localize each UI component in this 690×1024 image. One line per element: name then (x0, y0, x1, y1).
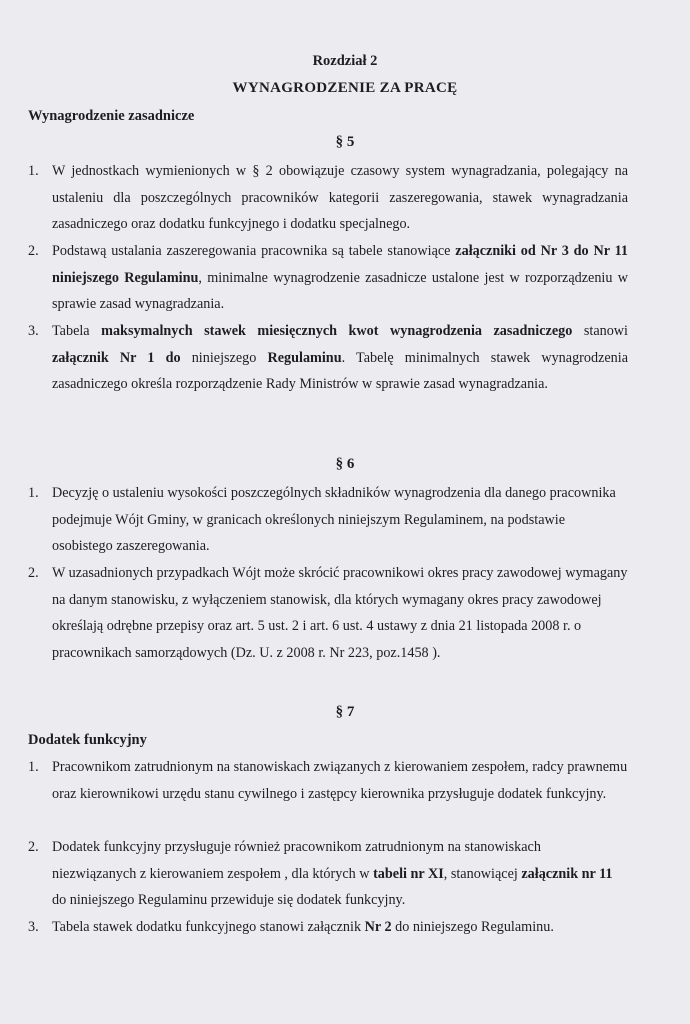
bold-run: tabeli nr XI (373, 865, 444, 882)
text-run: Dodatek funkcyjny przysługuje również pracownikom zatrudnionym na stanowiskach niezwiązanych z kierowaniem zespołem , dla których w (52, 839, 541, 882)
item-text: W jednostkach wymienionych w § 2 obowiązuje czasowy system wynagradzania, polegający na ustaleniu dla poszczególnych pracowników kategorii zaszeregowania, stawek wynagradzania zasadniczego oraz dodatku funkcyjnego i dodatku specjalnego. (52, 163, 628, 232)
text-run: do niniejszego Regulaminu. (391, 919, 554, 935)
bold-run: Regulaminu (267, 349, 342, 366)
item-text: Decyzję o ustaleniu wysokości poszczególnych składników wynagrodzenia dla danego pracownika podejmuje Wójt Gminy, w granicach określonych niniejszym Regulaminem, na podstawie osobistego zaszeregowania. (52, 485, 616, 554)
chapter-number: Rozdział 2 (312, 53, 378, 69)
text-run: Podstawą ustalania zaszeregowania pracownika są tabele stanowiące (52, 243, 456, 259)
text-run: Tabela (52, 323, 102, 339)
item-text (52, 238, 628, 318)
item-text: Pracownikom zatrudnionym na stanowiskach związanych z kierowaniem zespołem, radcy prawnemu oraz kierownikowi urzędu stanu cywilnego i zastępcy kierownika przysługuje dodatek funkcyjny. (52, 759, 628, 802)
chapter-title: WYNAGRODZENIE ZA PRACĘ (232, 80, 458, 96)
par5-item-1 (28, 158, 628, 238)
text-run: . Tabelę minimalnych stawek wynagrodzenia zasadniczego określa rozporządzenie Rady Ministrów w sprawie zasad wynagradzania. (52, 349, 629, 392)
par5-item-2 (28, 238, 628, 318)
item-number: 1. (28, 759, 39, 775)
text-run: Tabela stawek dodatku funkcyjnego stanowi załącznik (52, 919, 365, 935)
paragraph-5-heading: § 5 (335, 134, 355, 150)
subheading-base-salary: Wynagrodzenie zasadnicze (28, 108, 195, 124)
par6-item-1 (28, 480, 628, 560)
subheading-function-allowance: Dodatek funkcyjny (28, 732, 147, 748)
item-number: 3. (28, 919, 39, 935)
par6-item-2 (28, 560, 628, 666)
par7-item-2 (28, 834, 628, 914)
par5-item-3 (28, 318, 628, 398)
item-number: 1. (28, 163, 39, 179)
bold-run: maksymalnych stawek miesięcznych kwot wynagrodzenia zasadniczego (101, 323, 573, 339)
item-text (52, 318, 628, 398)
text-run: , minimalne wynagrodzenie zasadnicze ustalone jest w rozporządzeniu w sprawie zasad wynagradzania. (52, 269, 628, 312)
bold-run: załącznik nr 11 (521, 865, 613, 882)
bold-run: załącznik Nr 1 do (52, 349, 181, 366)
item-text (52, 914, 628, 941)
bold-run: załączniki od Nr 3 do Nr 11 niniejszego Regulaminu (52, 243, 628, 286)
paragraph-7-heading: § 7 (335, 704, 355, 720)
text-run: niniejszego (180, 349, 268, 366)
text-run: , stanowiącej (443, 865, 522, 882)
item-number: 3. (28, 323, 39, 339)
item-text: W uzasadnionych przypadkach Wójt może skrócić pracownikowi okres pracy zawodowej wymagany na danym stanowisku, z wyłączeniem stanowisk, dla których wymagany okres pracy zawodowej określają odrębne przepisy oraz art. 5 ust. 2 i art. 6 ust. 4 ustawy z dnia 21 listopada 2008 r. o pracownikach samorządowych (Dz. U. z 2008 r. Nr 223, poz.1458 ). (52, 565, 628, 661)
item-text (52, 834, 628, 914)
bold-run: Nr 2 (364, 919, 392, 935)
item-number: 2. (28, 243, 39, 259)
text-run: stanowi (572, 323, 628, 339)
item-number: 1. (28, 485, 39, 501)
item-number: 2. (28, 565, 39, 581)
item-number: 2. (28, 839, 39, 855)
paragraph-6-heading: § 6 (335, 456, 355, 472)
text-run: do niniejszego Regulaminu przewiduje się dodatek funkcyjny. (52, 892, 406, 908)
par7-item-1 (28, 754, 628, 807)
par7-item-3 (28, 914, 628, 941)
